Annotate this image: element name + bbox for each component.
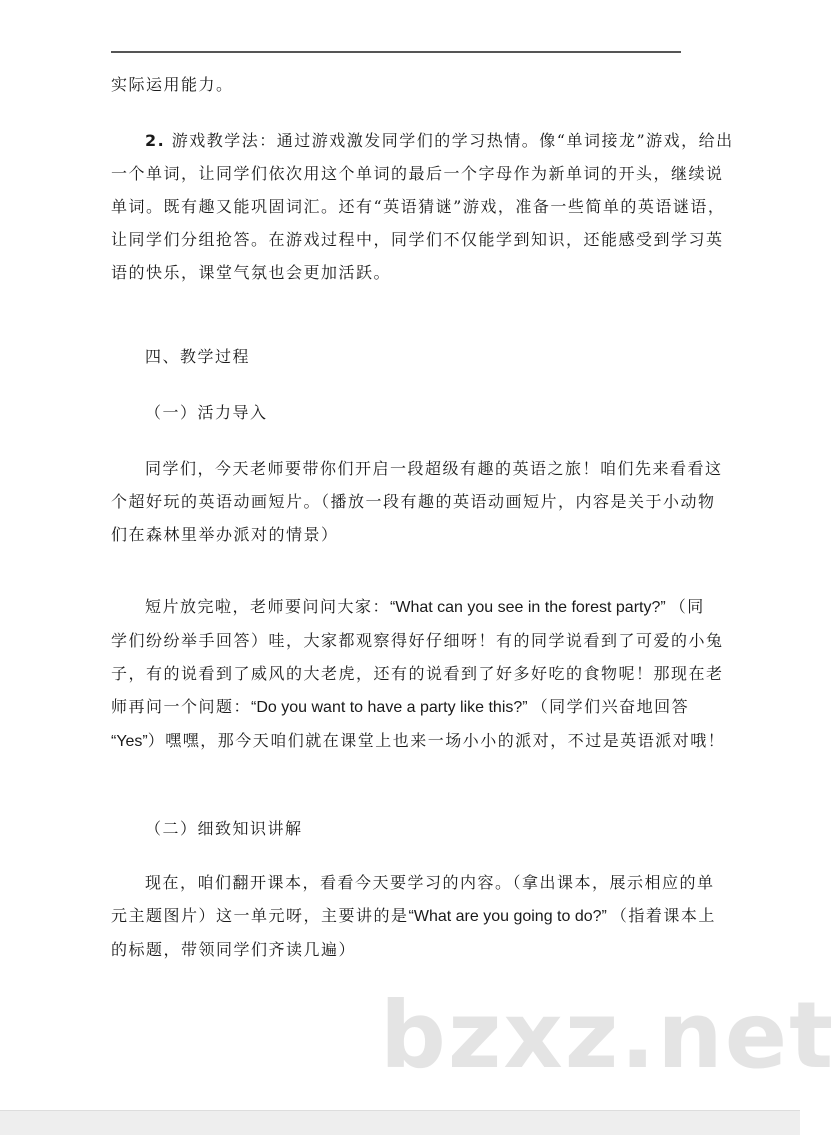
- text-line: [111, 690, 690, 724]
- text-span: 元主题图片）这一单元呀，主要讲的是: [111, 906, 409, 925]
- text-line: [111, 724, 726, 758]
- text-span: （指着课本上: [618, 906, 716, 925]
- text-span: （同学们兴奋地回答: [539, 697, 690, 716]
- section-heading: 四、教学过程: [145, 347, 251, 366]
- text-line: 个超好玩的英语动画短片。（播放一段有趣的英语动画短片，内容是关于小动物: [111, 492, 716, 511]
- paragraph-knowledge: [111, 866, 716, 966]
- text-span: ）嘿嘿，那今天咱们就在课堂上也来一场小小的派对，不过是英语派对哦！: [147, 731, 726, 750]
- text-line: 同学们，今天老师要带你们开启一段超级有趣的英语之旅！咱们先来看看这: [145, 459, 723, 478]
- text-span: 短片放完啦，老师要问问大家：: [145, 597, 391, 616]
- text-span: 游戏教学法：通过游戏激发同学们的学习热情。像“单词接龙”游戏，给出: [165, 131, 734, 150]
- watermark: bzxz.net: [380, 982, 835, 1089]
- paragraph-continuation: [111, 68, 683, 101]
- text-line: 现在，咱们翻开课本，看看今天要学习的内容。（拿出课本，展示相应的单: [145, 873, 715, 892]
- text-span: （同: [677, 597, 705, 616]
- english-quote: “Yes”: [111, 733, 148, 750]
- english-quote: “What are you going to do?”: [408, 908, 607, 925]
- paragraph-game-teaching: [111, 124, 734, 289]
- text-line: 让同学们分组抢答。在游戏过程中，同学们不仅能学到知识，还能感受到学习英: [111, 230, 724, 249]
- text-line: 学们纷纷举手回答）哇，大家都观察得好仔细呀！有的同学说看到了可爱的小兔: [111, 631, 724, 650]
- text-line: [111, 590, 705, 624]
- text-span: 师再问一个问题：: [111, 697, 252, 716]
- page-bottom-bar: [0, 1110, 800, 1135]
- header-rule: [111, 51, 681, 53]
- text-line: [111, 899, 716, 933]
- paragraph-intro: [111, 452, 723, 551]
- text-line: 实际运用能力。: [111, 75, 234, 94]
- text-line: 的标题，带领同学们齐读几遍）: [111, 940, 357, 959]
- text-line: [111, 124, 734, 157]
- paragraph-questions: [111, 590, 726, 758]
- english-quote: “What can you see in the forest party?”: [390, 599, 666, 616]
- text-line: 们在森林里举办派对的情景）: [111, 525, 339, 544]
- text-line: 语的快乐，课堂气氛也会更加活跃。: [111, 263, 392, 282]
- list-number: 2.: [145, 131, 166, 150]
- text-line: 单词。既有趣又能巩固词汇。还有“英语猜谜”游戏，准备一些简单的英语谜语，: [111, 197, 726, 216]
- text-line: 一个单词，让同学们依次用这个单词的最后一个字母作为新单词的开头，继续说: [111, 164, 724, 183]
- subsection-heading: （二）细致知识讲解: [145, 819, 303, 838]
- english-quote: “Do you want to have a party like this?”: [251, 699, 528, 716]
- text-line: 子，有的说看到了威风的大老虎，还有的说看到了好多好吃的食物呢！那现在老: [111, 664, 724, 683]
- subsection-heading: （一）活力导入: [145, 403, 268, 422]
